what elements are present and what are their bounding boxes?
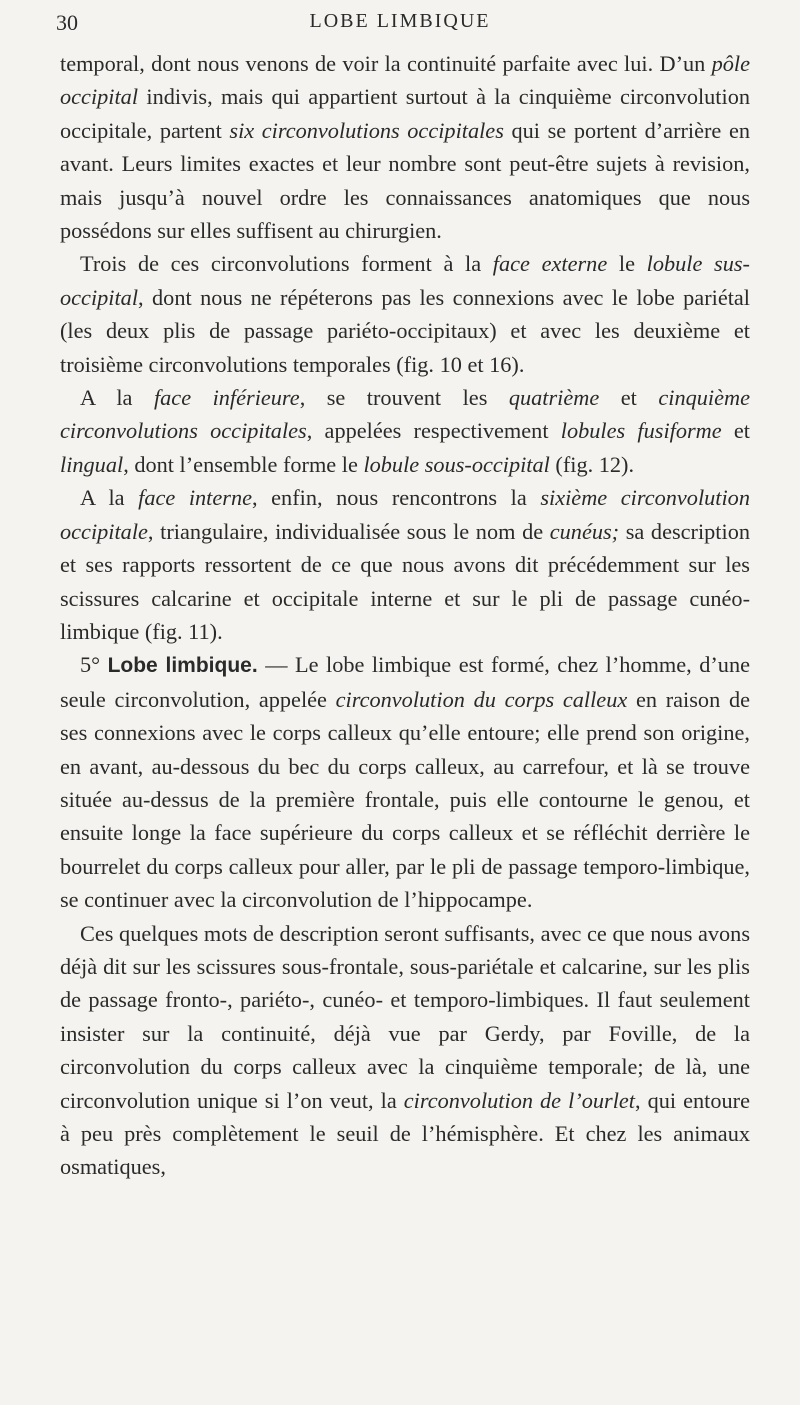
section-number: 5°: [80, 652, 108, 678]
paragraph-2: [60, 247, 750, 381]
italic-term: circonvolution de l’ourlet: [403, 1087, 635, 1113]
text-run: , triangulaire, individualisée sous le nom de: [147, 518, 550, 544]
text-run: A la: [80, 485, 139, 511]
paragraph-5-lobe-limbique: [60, 648, 750, 916]
running-title: LOBE LIMBIQUE: [309, 10, 491, 32]
italic-term: lobule sous-occipital: [363, 451, 550, 477]
paragraph-1: [60, 47, 750, 247]
paragraph-6: [60, 917, 750, 1184]
italic-term: six circonvolutions occipitales: [229, 117, 504, 143]
text-run: Ces quelques mots de description seront suffisants, avec ce que nous avons déjà dit sur les scissures sous-frontale, sous-pariétale et calcarine, sur les plis de passage fronto-, pariéto-, cunéo- et temporo-limbiques. Il faut seulement insister sur la continuité, déjà vue par Gerdy, par Foville, de la circonvolution du corps calleux avec la cinquième temporale; de là, une circonvolution unique si l’on veut, la: [60, 920, 750, 1113]
text-run: , dont l’ensemble forme le: [123, 451, 364, 477]
italic-term: quatrième: [508, 385, 600, 411]
text-run: , dont nous ne répéterons pas les connexions avec le lobe pariétal (les deux plis de passage pariéto-occipitaux) et avec les deuxième et troisième circonvolutions temporales (fig. 10 et 16).: [60, 284, 750, 377]
italic-term: face externe: [492, 251, 608, 277]
italic-term: cinquième circonvolutions occipitales: [60, 385, 750, 444]
text-run: le: [607, 251, 647, 277]
text-run: (fig. 12).: [549, 451, 635, 477]
text-run: A la: [80, 385, 154, 411]
italic-term: circonvolution du corps calleux: [335, 686, 628, 712]
text-run: , qui entoure à peu près complètement le seuil de l’hémisphère. Et chez les animaux osmatiques,: [60, 1087, 750, 1180]
italic-term: face interne: [138, 485, 252, 511]
page-header: [56, 10, 744, 36]
section-heading: Lobe limbique.: [107, 654, 258, 678]
text-run: temporal, dont nous venons de voir la continuité parfaite avec lui. D’un: [60, 51, 712, 76]
text-run: qui se portent d’arrière en avant. Leurs limites exactes et leur nombre sont peut-être sujets à revision, mais jusqu’à nouvel ordre les connaissances anatomiques que nous possédons sur elles suffisent au chirurgien.: [60, 117, 750, 244]
italic-term: pôle occipital: [60, 51, 750, 110]
text-run: en raison de ses connexions avec le corps calleux qu’elle entoure; elle prend son origine, en avant, au-dessous du bec du corps calleux, au carrefour, et là se trouve située au-dessus de la première frontale, puis elle contourne le genou, et ensuite longe la face supérieure du corps calleux et se réfléchit derrière le bourrelet du corps calleux pour aller, par le pli de passage temporo-limbique, se continuer avec la circonvolution de l’hippocampe.: [60, 686, 750, 913]
italic-term: lingual: [60, 451, 124, 477]
text-run: Trois de ces circonvolutions forment à la: [80, 251, 493, 277]
text-run: indivis, mais qui appartient surtout à la cinquième circonvolution occipitale, partent: [60, 84, 750, 143]
italic-term: lobules fusiforme: [560, 418, 722, 444]
text-run: — Le lobe limbique est formé, chez l’homme, d’une seule circonvolution, appelée: [60, 652, 750, 712]
italic-term: sixième circonvolution occipitale: [60, 485, 750, 544]
italic-term: lobule sus-occipital: [60, 251, 750, 310]
italic-term: face inférieure: [153, 385, 300, 411]
body-text: [60, 47, 750, 1184]
text-run: , appelées respectivement: [306, 418, 561, 444]
paragraph-4: [60, 481, 750, 648]
text-run: et: [599, 385, 659, 411]
text-run: sa description et ses rapports ressortent de ce que nous avons dit précédemment sur les scissures calcarine et occipitale interne et sur le pli de passage cunéo-limbique (fig. 11).: [60, 518, 750, 644]
text-run: , se trouvent les: [299, 385, 509, 411]
page-number: 30: [56, 10, 78, 35]
paragraph-3: [60, 381, 750, 481]
text-run: et: [721, 418, 750, 444]
italic-term: cunéus;: [549, 518, 620, 544]
text-run: , enfin, nous rencontrons la: [252, 485, 541, 511]
